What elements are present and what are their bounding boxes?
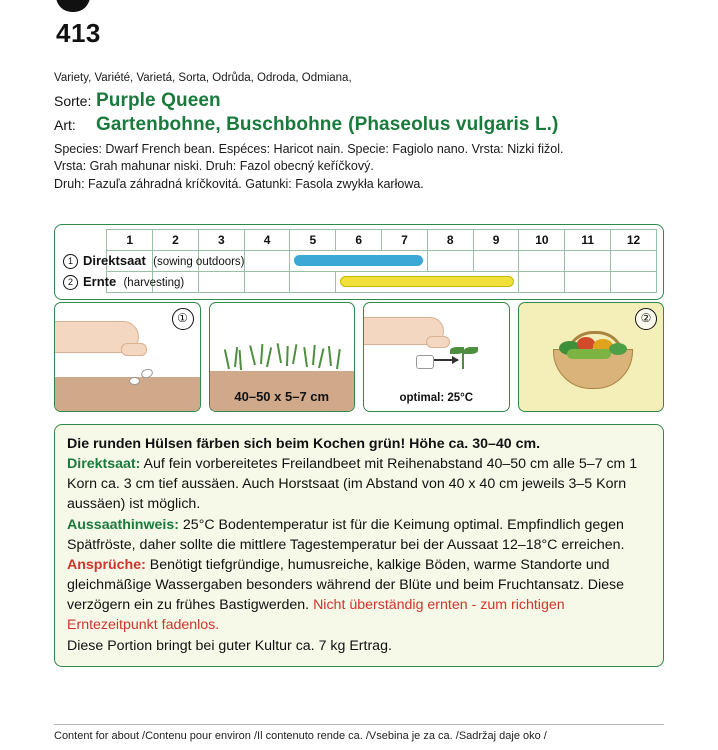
pictogram-germination-temperature bbox=[363, 302, 510, 412]
month-header-9: 9 bbox=[473, 230, 519, 251]
marker-one-icon: 1 bbox=[63, 254, 78, 269]
cal-cell-s12 bbox=[611, 251, 657, 272]
art-label: Art: bbox=[54, 117, 76, 133]
hand-finger-icon bbox=[426, 336, 450, 348]
sowing-period-bar bbox=[294, 255, 422, 266]
month-header-6: 6 bbox=[336, 230, 382, 251]
month-header-8: 8 bbox=[427, 230, 473, 251]
germination-temperature-caption: optimal: 25°C bbox=[399, 392, 474, 404]
sorte-label: Sorte: bbox=[54, 93, 92, 109]
arrow-right-icon bbox=[434, 359, 458, 361]
variety-languages-line: Variety, Variété, Varietá, Sorta, Odrůda, Odroda, Odmiana, bbox=[54, 72, 352, 84]
month-header-5: 5 bbox=[290, 230, 336, 251]
soil-band-icon bbox=[55, 377, 200, 411]
cal-cell-h10 bbox=[519, 272, 565, 293]
species-line-1: Species: Dwarf French bean. Espéces: Haricot nain. Specie: Fagiolo nano. Vrsta: Nizki fižol. bbox=[54, 142, 564, 156]
pictogram-sowing-by-hand bbox=[54, 302, 201, 412]
direktsaat-text: Auf fein vorbereitetes Freilandbeet mit Reihenabstand 40–50 cm alle 5–7 cm 1 Korn ca. 3 cm tief aussäen. Auch Horstsaat (im Abstand von 40 x 40 cm jeweils 3–5 Korn aussäen) ist möglich. bbox=[67, 456, 638, 513]
description-paragraph-2 bbox=[67, 515, 651, 636]
hand-finger-icon bbox=[121, 343, 147, 356]
description-closing: Diese Portion bringt bei guter Kultur ca. 7 kg Ertrag. bbox=[67, 637, 392, 654]
harvest-period-bar bbox=[340, 276, 514, 287]
cal-cell-h3 bbox=[198, 272, 244, 293]
month-header-7: 7 bbox=[382, 230, 428, 251]
calendar-header-row bbox=[61, 230, 657, 251]
calendar-row-harvest bbox=[61, 272, 657, 293]
names-block bbox=[54, 72, 664, 193]
article-number: 413 bbox=[56, 18, 101, 48]
month-header-12: 12 bbox=[611, 230, 657, 251]
sowing-harvest-calendar bbox=[54, 224, 664, 300]
vegetable-icon-4 bbox=[609, 343, 627, 355]
footer-divider bbox=[54, 724, 664, 725]
seed-icon-2 bbox=[129, 377, 140, 385]
ansprueche-lead: Ansprüche: bbox=[67, 556, 146, 573]
sorte-row bbox=[54, 90, 664, 112]
species-line-2: Vrsta: Grah mahunar niski. Druh: Fazol obecný keříčkový. bbox=[54, 159, 374, 174]
sowing-row-label bbox=[61, 251, 245, 272]
aussaathinweis-text: 25°C Bodentemperatur ist für die Keimung optimal. Empfindlich gegen Spätfröste, daher sollte die mittlere Tagestemperatur bei der Aussaat 12–18°C erreichen. bbox=[67, 516, 625, 553]
cal-cell-s9 bbox=[473, 251, 519, 272]
cal-cell-h11 bbox=[565, 272, 611, 293]
harvest-row-label bbox=[61, 272, 185, 293]
cal-cell-s4 bbox=[244, 251, 290, 272]
description-paragraph-1 bbox=[67, 454, 651, 514]
footer-content-note: Content for about /Contenu pour environ /Il contenuto rende ca. /Vsebina je za ca. /Sadržaj daje oko / bbox=[54, 730, 547, 742]
cal-cell-h5 bbox=[290, 272, 336, 293]
month-header-11: 11 bbox=[565, 230, 611, 251]
leaf-left-icon bbox=[450, 347, 464, 354]
calendar-row-sowing bbox=[61, 251, 657, 272]
row-spacing-caption: 40–50 x 5–7 cm bbox=[234, 389, 330, 404]
month-header-2: 2 bbox=[153, 230, 199, 251]
rounded-tab-mark-icon bbox=[56, 0, 90, 12]
cal-cell-s11 bbox=[565, 251, 611, 272]
pictogram-harvest-basket bbox=[518, 302, 665, 412]
month-header-4: 4 bbox=[244, 230, 290, 251]
direktsaat-lead: Direktsaat: bbox=[67, 456, 141, 473]
harvest-label-note: (harvesting) bbox=[123, 277, 185, 289]
species-line-3: Druh: Fazuľa záhradná kríčkovitá. Gatunki: Fasola zwykła karłowa. bbox=[54, 176, 424, 191]
seed-icon bbox=[416, 355, 434, 369]
calendar-corner-cell bbox=[61, 230, 107, 251]
harvest-red-note: Nicht überständig ernten - zum richtigen Erntezeitpunkt fadenlos. bbox=[67, 597, 565, 634]
cal-cell-s8 bbox=[427, 251, 473, 272]
month-header-10: 10 bbox=[519, 230, 565, 251]
art-row bbox=[54, 114, 664, 136]
cal-cell-s10 bbox=[519, 251, 565, 272]
species-translations bbox=[54, 141, 664, 193]
sowing-label-note: (sowing outdoors) bbox=[153, 256, 245, 268]
step-two-badge: ② bbox=[635, 308, 657, 330]
cal-cell-h12 bbox=[611, 272, 657, 293]
art-latin-name: (Phaseolus vulgaris L.) bbox=[348, 114, 559, 135]
marker-two-icon: 2 bbox=[63, 275, 78, 290]
sowing-period-bar-cell bbox=[290, 251, 427, 272]
sowing-label-text: Direktsaat bbox=[83, 253, 146, 268]
art-value: Gartenbohne, Buschbohne bbox=[96, 114, 343, 135]
month-header-3: 3 bbox=[198, 230, 244, 251]
leaf-right-icon bbox=[464, 347, 478, 354]
vegetable-icon-5 bbox=[567, 349, 611, 359]
sorte-value: Purple Queen bbox=[96, 90, 221, 111]
description-panel bbox=[54, 424, 664, 667]
calendar-table bbox=[61, 229, 657, 293]
month-header-1: 1 bbox=[107, 230, 153, 251]
harvest-label-text: Ernte bbox=[83, 274, 117, 289]
cal-cell-h4 bbox=[244, 272, 290, 293]
aussaathinweis-lead: Aussaathinweis: bbox=[67, 516, 179, 533]
ansprueche-text: Benötigt tiefgründige, humusreiche, kalkige Böden, warme Standorte und gleichmäßige Wassergaben besonders während der Blüte und beim Fruchtansatz. Diese verzögern ein zu frühes Bastigwerden. bbox=[67, 556, 625, 614]
description-headline: Die runden Hülsen färben sich beim Kochen grün! Höhe ca. 30–40 cm. bbox=[67, 436, 541, 452]
pictogram-strip bbox=[54, 302, 664, 412]
pictogram-row-spacing bbox=[209, 302, 356, 412]
step-one-badge: ① bbox=[172, 308, 194, 330]
harvest-period-bar-cell bbox=[336, 272, 519, 293]
